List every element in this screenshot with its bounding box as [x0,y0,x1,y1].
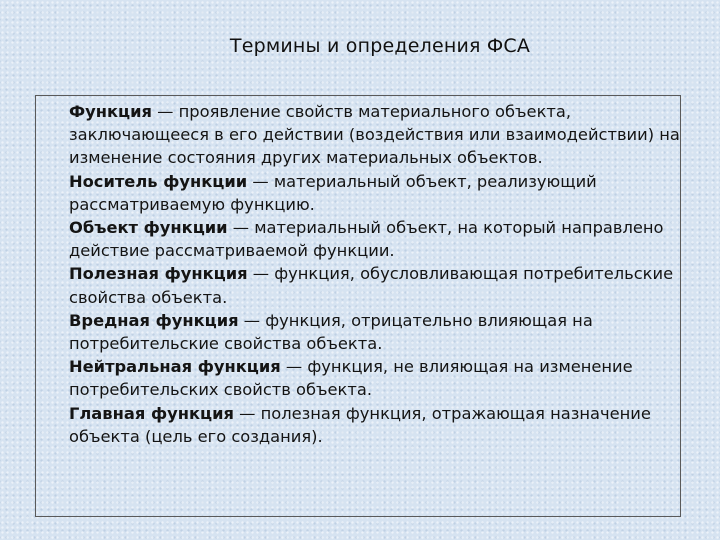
term-item-function [69,100,684,170]
term-name: Вредная функция [69,310,239,330]
term-item-harmful-function [69,309,684,355]
term-name: Главная функция [69,403,234,423]
term-name: Функция [69,102,152,121]
term-item-main-function [69,402,684,448]
term-definition: — функция, отрицательно влияющая на потребительские свойства объекта. [69,310,593,354]
term-name: Нейтральная функция [69,357,281,377]
term-item-function-carrier [69,170,684,216]
term-definition: — полезная функция, отражающая назначение объекта (цель его создания). [69,403,651,446]
term-name: Носитель функции [69,171,248,191]
terms-list [69,100,684,448]
slide-title: Термины и определения ФСА [229,34,531,57]
term-item-useful-function [69,262,684,308]
term-definition: — материальный объект, на который направлено действие рассматриваемой функции. [69,218,664,261]
term-item-neutral-function [69,355,684,401]
term-definition: — материальный объект, реализующий рассматриваемую функцию. [69,171,597,214]
term-definition: — проявление свойств материального объекта, заключающееся в его действии (воздействия или взаимодействии) на изменение состояния других материальных объектов. [69,102,680,168]
term-name: Объект функции [69,218,228,238]
term-name: Полезная функция [69,264,248,284]
term-definition: — функция, не влияющая на изменение потребительских свойств объекта. [69,357,633,400]
term-definition: — функция, обусловливающая потребительские свойства объекта. [69,264,674,307]
term-item-function-object [69,216,684,262]
